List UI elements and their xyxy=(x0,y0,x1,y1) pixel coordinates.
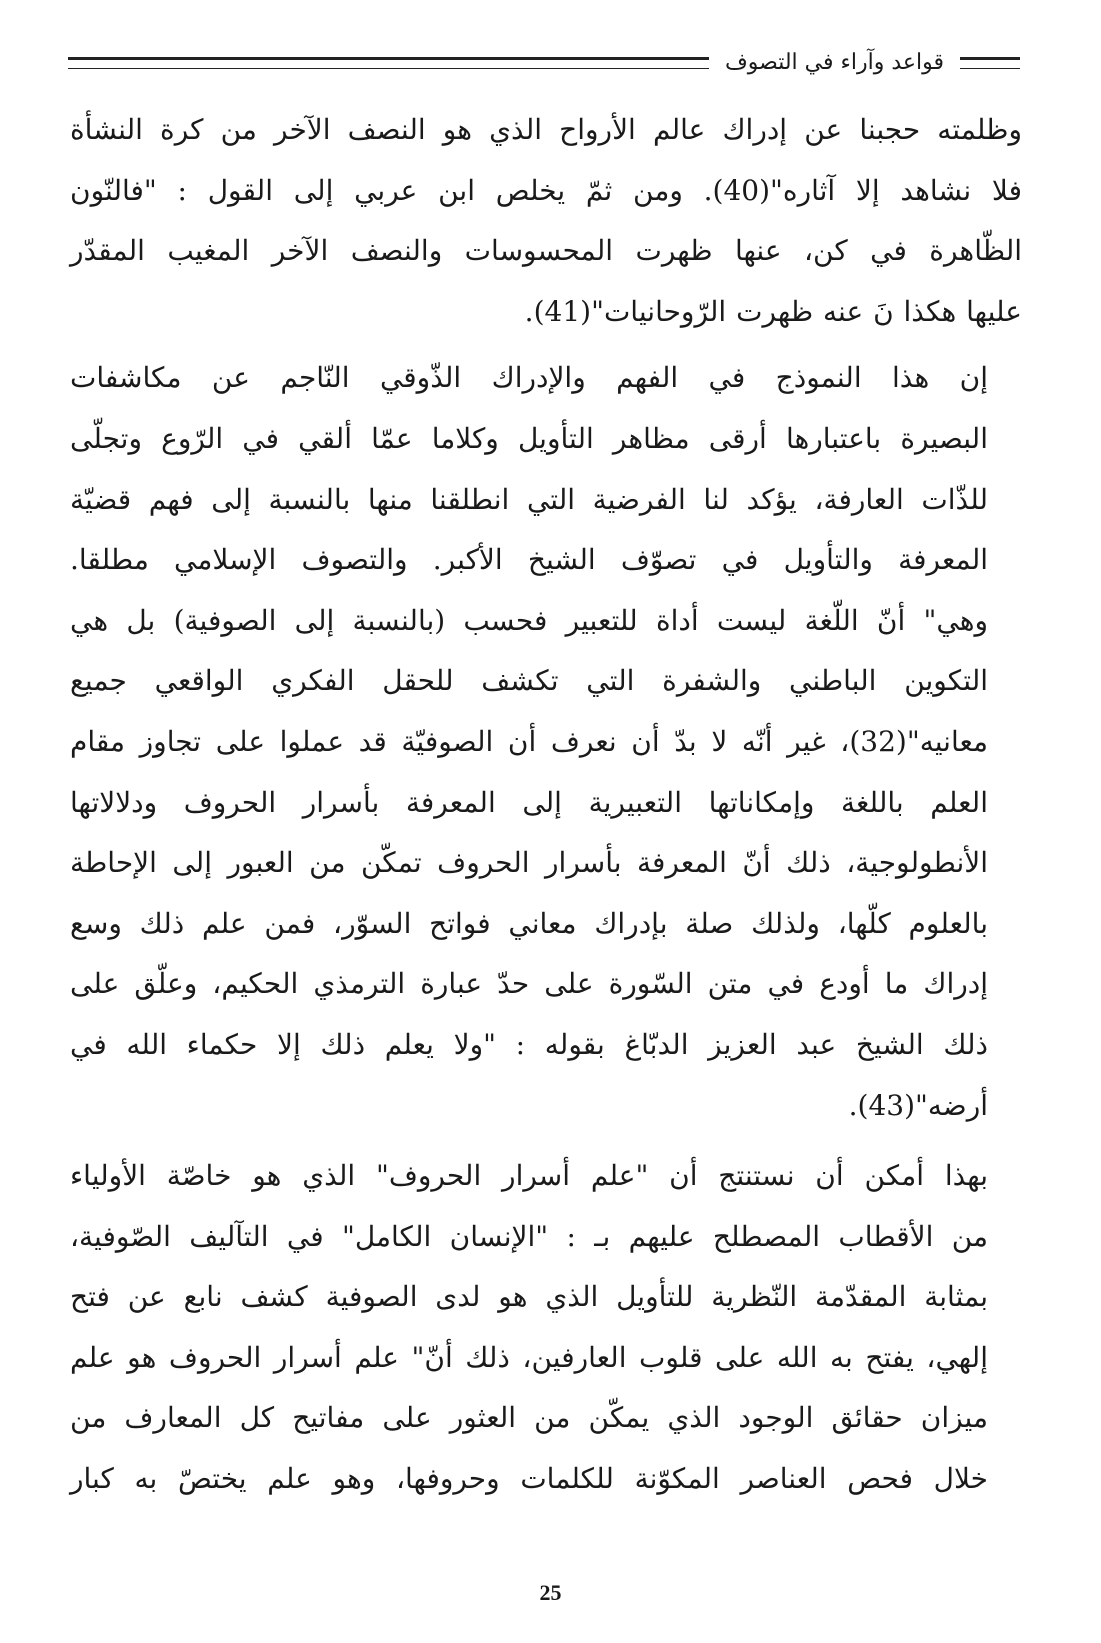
text-line: الظّاهرة في كن، عنها ظهرت المحسوسات والنصف الآخر المغيب المقدّر xyxy=(70,234,1023,268)
text-line: فلا نشاهد إلا آثاره"(40). ومن ثمّ يخلص ابن عربي إلى القول : "فالنّون xyxy=(70,173,1022,207)
text-line: معانيه"(32)، غير أنّه لا بدّ أن نعرف أن الصوفيّة قد عملوا على تجاوز مقام xyxy=(70,724,988,758)
text-line: البصيرة باعتبارها أرقى مظاهر التأويل وكلاما عمّا ألقي في الرّوع وتجلّى xyxy=(70,421,988,455)
running-header xyxy=(68,46,1020,80)
header-rule-right xyxy=(960,57,1020,69)
text-line: بهذا أمكن أن نستنتج أن "علم أسرار الحروف" الذي هو خاصّة الأولياء xyxy=(70,1159,988,1193)
text-line: ذلك الشيخ عبد العزيز الدبّاغ بقوله : "ولا يعلم ذلك إلا حكماء الله في xyxy=(70,1027,988,1061)
text-line: المعرفة والتأويل في تصوّف الشيخ الأكبر. والتصوف الإسلامي مطلقا. xyxy=(70,543,988,577)
text-line: إلهي، يفتح به الله على قلوب العارفين، ذلك أنّ" علم أسرار الحروف هو علم xyxy=(70,1340,988,1374)
page-number: 25 xyxy=(539,1580,562,1605)
text-line: وظلمته حجبنا عن إدراك عالم الأرواح الذي هو النصف الآخر من كرة النشأة xyxy=(70,113,1022,146)
text-line: وهي" أنّ اللّغة ليست أداة للتعبير فحسب (بالنسبة إلى الصوفية) بل هي xyxy=(70,603,989,637)
text-line: من الأقطاب المصطلح عليهم بـ : "الإنسان الكامل" في التآليف الصّوفية، xyxy=(70,1219,988,1253)
paragraph-3 xyxy=(70,1146,1022,1510)
running-header-title: قواعد وآراء في التصوف xyxy=(724,50,944,75)
text-line: بالعلوم كلّها، ولذلك صلة بإدراك معاني فواتح السوّر، فمن علم ذلك وسع xyxy=(70,906,988,940)
paragraph-2 xyxy=(70,348,1022,1136)
text-line: إن هذا النموذج في الفهم والإدراك الذّوقي النّاجم عن مكاشفات xyxy=(70,361,988,395)
body-text xyxy=(70,100,1022,1510)
text-line: إدراك ما أودع في متن السّورة على حدّ عبارة الترمذي الحكيم، وعلّق على xyxy=(70,967,988,1001)
text-line: الأنطولوجية، ذلك أنّ المعرفة بأسرار الحروف تمكّن من العبور إلى الإحاطة xyxy=(70,846,988,880)
text-line: للذّات العارفة، يؤكد لنا الفرضية التي انطلقنا منها بالنسبة إلى فهم قضيّة xyxy=(70,482,988,516)
text-line: بمثابة المقدّمة النّظرية للتأويل الذي هو لدى الصوفية كشف نابع عن فتح xyxy=(70,1280,989,1314)
text-line: التكوين الباطني والشفرة التي تكشف للحقل الفكري الواقعي جميع xyxy=(70,664,988,698)
text-line: خلال فحص العناصر المكوّنة للكلمات وحروفها، وهو علم يختصّ به كبار xyxy=(70,1462,988,1496)
paragraph-1 xyxy=(70,100,1022,342)
text-line: أرضه"(43). xyxy=(848,1088,988,1122)
header-rule-left xyxy=(68,57,709,69)
text-line: العلم باللغة وإمكاناتها التعبيرية إلى المعرفة بأسرار الحروف ودلالاتها xyxy=(70,785,988,819)
text-line: ميزان حقائق الوجود الذي يمكّن من العثور على مفاتيح كل المعارف من xyxy=(70,1401,988,1435)
text-line: عليها هكذا نَ عنه ظهرت الرّوحانيات"(41). xyxy=(524,294,1022,328)
